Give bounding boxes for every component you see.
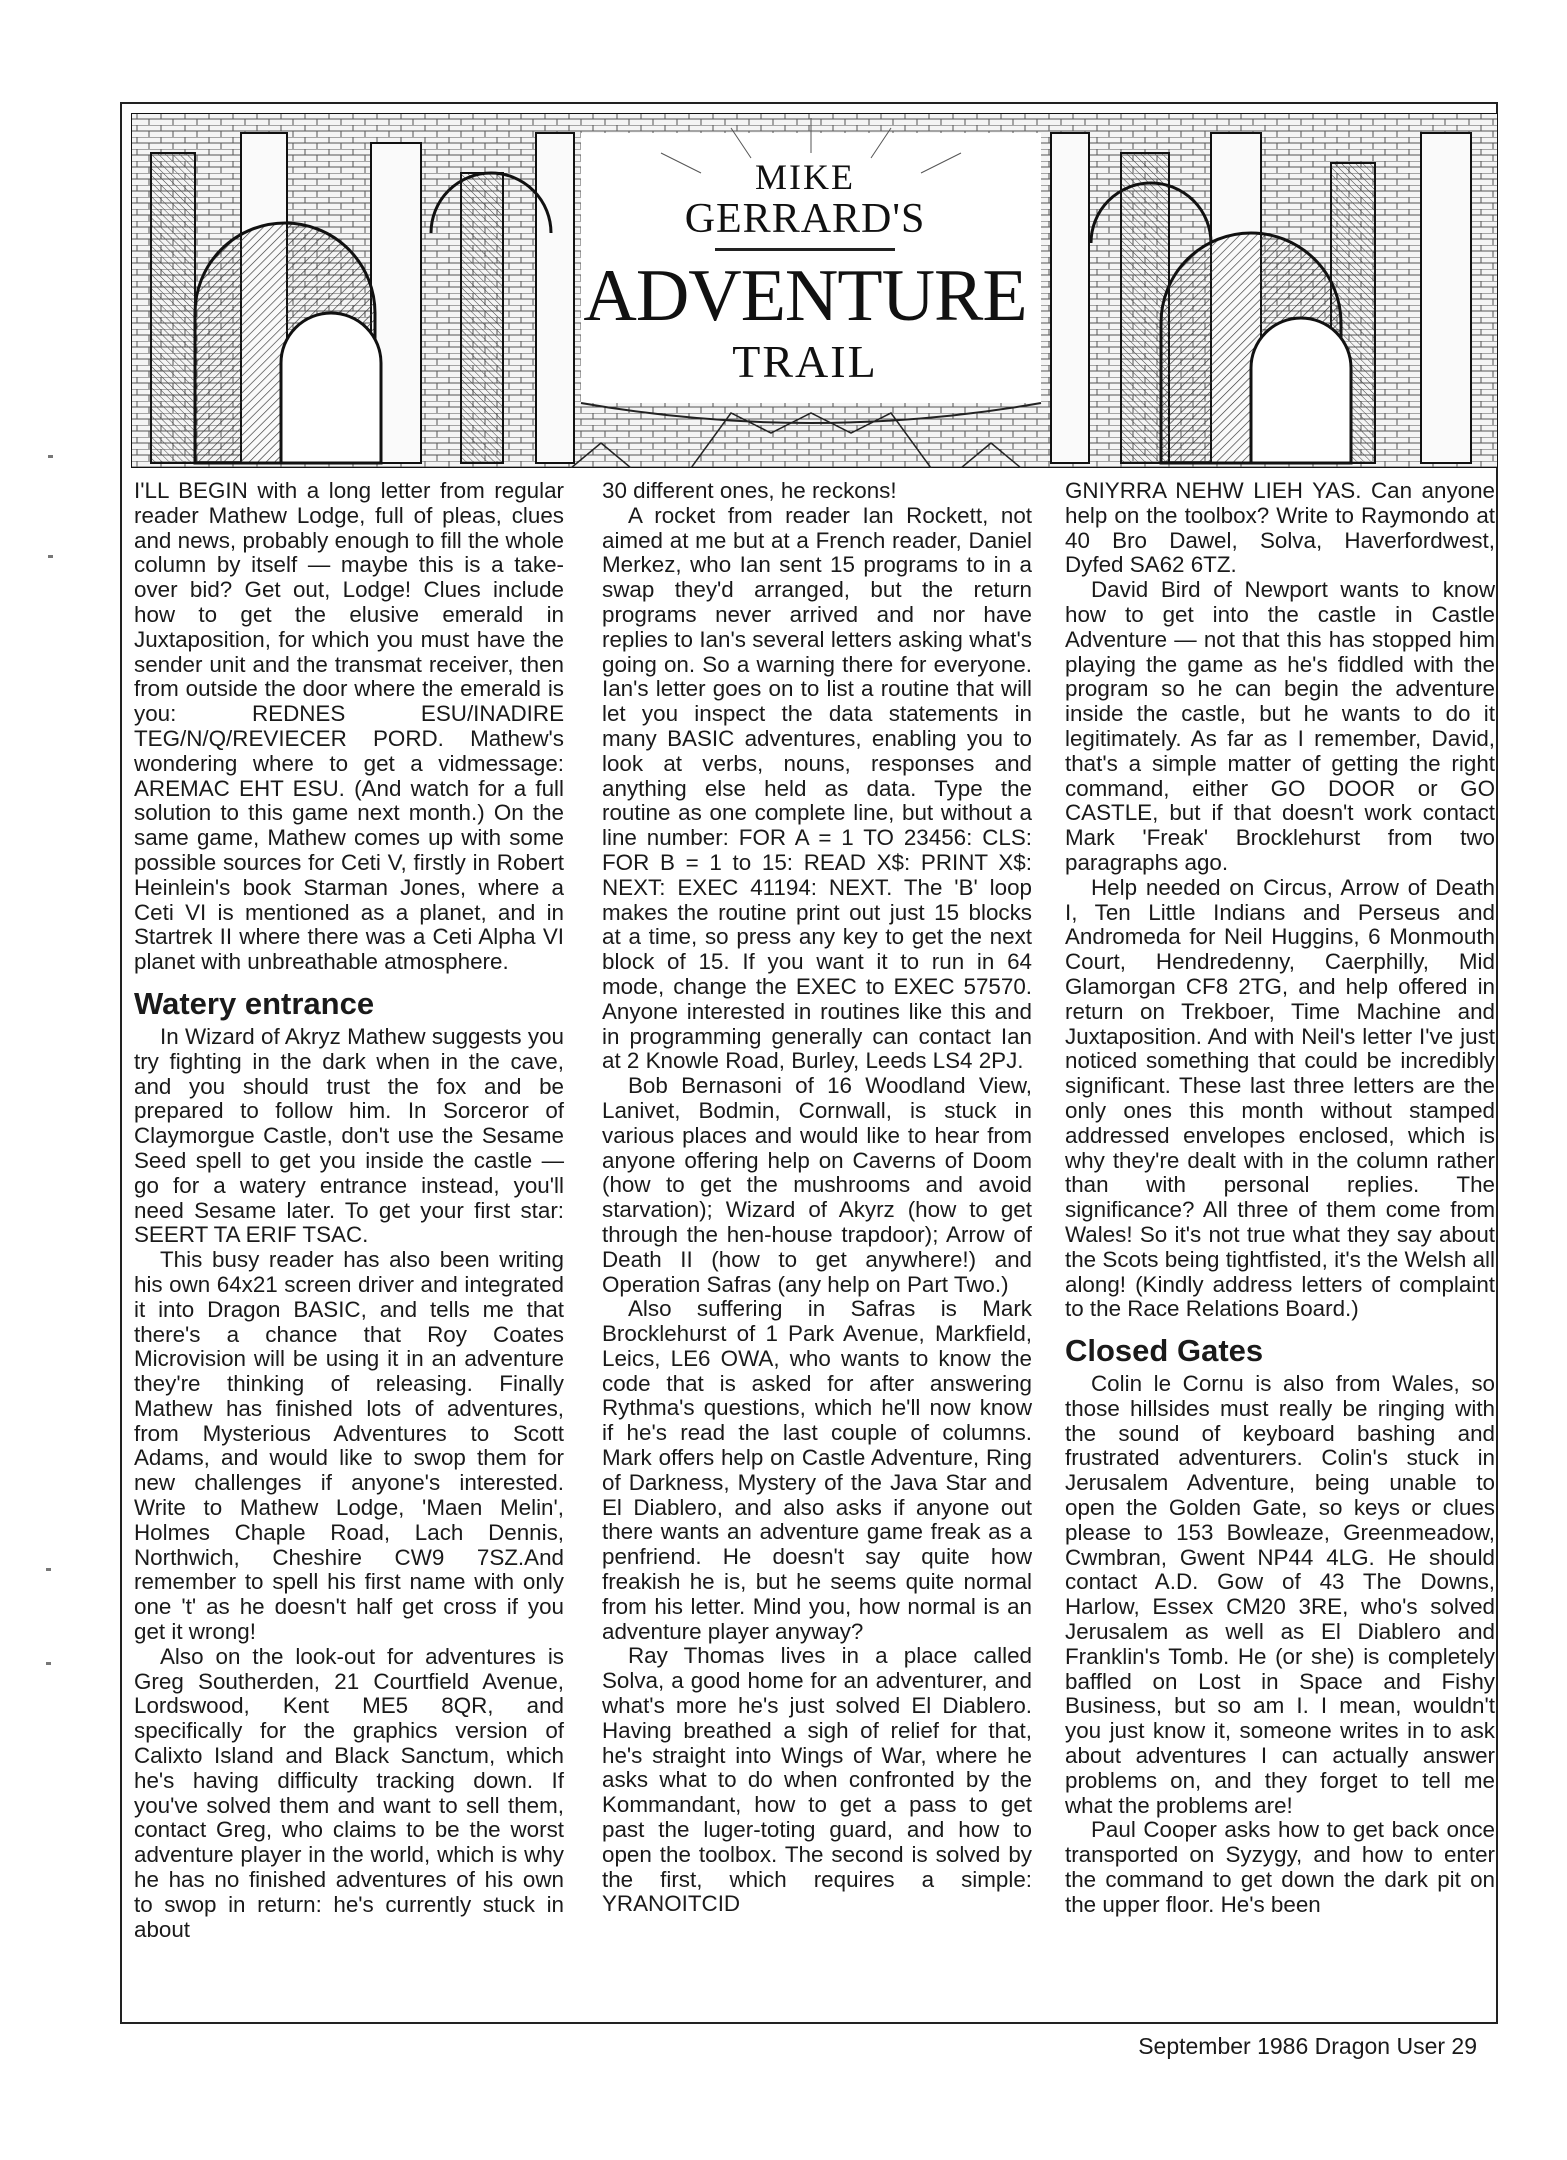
col3-paragraph-3: Help needed on Circus, Arrow of Death I, Ten Little Indians and Perseus and Andromeda for Neil Huggins, 6 Monmouth Court, Hendredenny, Caerphilly, Mid Glamorgan CF8 2TG, and help offered in return on Trekboer, Time Machine and Juxtaposition. And with Neil's letter I've just noticed something that could be incredibly significant. These last three letters are the only ones this month without stamped addressed envelopes enclosed, which is why they're dealt with in the column rather than with personal replies. The significance? All three of them come from Wales! So it's not true what they say about the Scots being tightfisted, it's the Welsh all along! (Kindly address letters of complaint to the Race Relations Board.) [1065, 874, 1495, 1322]
margin-mark [48, 455, 53, 458]
col1-paragraph-4: Also on the look-out for adventures is Greg Southerden, 21 Courtfield Avenue, Lordswood, Kent ME5 8QR, and specifically for the graphics version of Calixto Island and Black Sanctum, which he's having difficulty tracking down. If you've solved them and want to sell them, contact Greg, who claims to be the worst adventure player in the world, which is why he has no finished adventures of his own to swop in return: he's currently stuck in about [134, 1643, 564, 1942]
col2-paragraph-5: Ray Thomas lives in a place called Solva, a good home for an adventurer, and what's more he's just solved El Diablero. Having breathed a sigh of relief for that, he's straight into Wings of War, where he asks what to do when confronted by the Kommandant, how to get a pass to get past the luger-toting guard, and how to open the toolbox. The second is solved by the first, which requires a simple: YRANOITCID [602, 1643, 1032, 1917]
col3-paragraph-5: Paul Cooper asks how to get back once transported on Syzygy, and how to enter the command to get down the dark pit on the upper floor. He's been [1065, 1817, 1495, 1917]
col1-paragraph-1: I'LL BEGIN with a long letter from regular reader Mathew Lodge, full of pleas, clues and news, probably enough to fill the whole column by itself — maybe this is a take-over bid? Get out, Lodge! Clues include how to get the elusive emerald in Juxtaposition, for which you must have the sender unit and the transmat receiver, then from outside the door where the emerald is you: REDNES ESU/INADIRE TEG/N/Q/REVIECER PORD. Mathew's wondering where to get a vidmessage: AREMAC EHT ESU. (And watch for a full solution to this game next month.) On the same game, Mathew comes up with some possible sources for Ceti V, firstly in Robert Heinlein's book Starman Jones, where a Ceti VI is mentioned as a planet, and in Startrek II where there was a Ceti Alpha VI planet with unbreathable atmosphere. [134, 478, 564, 975]
margin-mark [46, 1568, 51, 1571]
header-title [580, 158, 1030, 387]
title-line-adventure: ADVENTURE [583, 255, 1027, 337]
title-line-trail: TRAIL [732, 336, 878, 387]
col2-paragraph-2: A rocket from reader Ian Rockett, not aimed at me but at a French reader, Daniel Merkez, who Ian sent 15 programs to in a swap they'd arranged, but the return programs never arrived and nor have replies to Ian's several letters asking what's going on. So a warning there for everyone. Ian's letter goes on to list a routine that will let you inspect the data statements in many BASIC adventures, enabling you to look at verbs, nouns, responses and anything else held as data. Type the routine as one complete line, but without a line number: FOR A = 1 TO 23456: CLS: FOR B = 1 to 15: READ X$: PRINT X$: NEXT: EXEC 41194: NEXT. The 'B' loop makes the routine print out just 15 blocks at a time, so press any key to get the next block of 15. If you want it to run in 64 mode, change the EXEC to EXEC 57570. Anyone interested in routines like this and in programming generally can contact Ian at 2 Knowle Road, Burley, Leeds LS4 2PJ. [602, 502, 1032, 1074]
col1-paragraph-3: This busy reader has also been writing his own 64x21 screen driver and integrated it into Dragon BASIC, and tells me that there's a chance that Roy Coates Microvision will be using it in an adventure they're thinking of releasing. Finally Mathew has finished lots of adventures, from Mysterious Adventures to Scott Adams, and would like to swop them for new challenges if anyone's interested. Write to Mathew Lodge, 'Maen Melin', Holmes Chaple Road, Lach Dennis, Northwich, Cheshire CW9 7SZ.And remember to spell his first name with only one 't' as he doesn't half get cross if you get it wrong! [134, 1247, 564, 1645]
heading-watery-entrance: Watery entrance [134, 985, 375, 1021]
col1-paragraph-2: In Wizard of Akryz Mathew suggests you try fighting in the dark when in the cave, and you should trust the fox and be prepared to follow him. In Sorceror of Claymorgue Castle, don't use the Sesame Seed spell to get you inside the castle — go for a watery entrance instead, you'll need Sesame later. To get your first star: SEERT TA ERIF TSAC. [134, 1023, 564, 1248]
col3-paragraph-4: Colin le Cornu is also from Wales, so those hillsides must really be ringing with the sound of keyboard bashing and frustrated adventurers. Colin's stuck in Jerusalem Adventure, being unable to open the Golden Gate, so keys or clues please to 153 Bowleaze, Greenmeadow, Cwmbran, Gwent NP44 4LG. He should contact A.D. Gow of 43 The Downs, Harlow, Essex CM20 3RE, who's solved Jerusalem as well as El Diablero and Franklin's Tomb. He (or she) is completely baffled on Lost in Space and Fishy Business, but so am I. I mean, wouldn't you just know it, someone writes in to ask about adventures I can actually answer problems on, and they forget to tell me what the problems are! [1065, 1371, 1495, 1818]
column-3 [1065, 479, 1495, 1918]
col2-paragraph-1: 30 different ones, he reckons! [602, 478, 897, 503]
page-footer: September 1986 Dragon User 29 [1138, 2033, 1477, 2059]
title-line-mike: MIKE [755, 157, 855, 197]
column-1 [134, 479, 564, 1942]
column-2 [602, 479, 1032, 1917]
title-line-gerrards: GERRARD'S [684, 196, 926, 242]
margin-mark [46, 1662, 51, 1665]
heading-closed-gates: Closed Gates [1065, 1333, 1264, 1369]
col3-paragraph-2: David Bird of Newport wants to know how to get into the castle in Castle Adventure — not that this has stopped him playing the game as he's fiddled with the program so he can begin the adventure inside the castle, but he wants to do it legitimately. As far as I remember, David, that's a simple matter of getting the right command, either GO DOOR or GO CASTLE, but if that doesn't work contact Mark 'Freak' Brocklehurst from two paragraphs ago. [1065, 577, 1495, 875]
col2-paragraph-4: Also suffering in Safras is Mark Brocklehurst of 1 Park Avenue, Markfield, Leics, LE6 OWA, who wants to know the code that is asked for after answering Rythma's questions, which he'll now know if he's read the last couple of columns. Mark offers help on Castle Adventure, Ring of Darkness, Mystery of the Java Star and El Diablero, and also asks if anyone out there wants an adventure game freak as a penfriend. He doesn't say quite how freakish he is, but he seems quite normal from his letter. Mind you, how normal is an adventure player anyway? [602, 1296, 1032, 1644]
margin-mark [48, 555, 53, 558]
col3-paragraph-1: GNIYRRA NEHW LIEH YAS. Can anyone help on the toolbox? Write to Raymondo at 40 Bro Dawel, Solva, Haverfordwest, Dyfed SA62 6TZ. [1065, 478, 1495, 578]
title-rule [715, 248, 895, 251]
col2-paragraph-3: Bob Bernasoni of 16 Woodland View, Lanivet, Bodmin, Cornwall, is stuck in various places and would like to hear from anyone offering help on Caverns of Doom (how to get the mushrooms and avoid starvation); Wizard of Akyrz (how to get through the hen-house trapdoor); Arrow of Death II (how to get anywhere!) and Operation Safras (any help on Part Two.) [602, 1073, 1032, 1297]
